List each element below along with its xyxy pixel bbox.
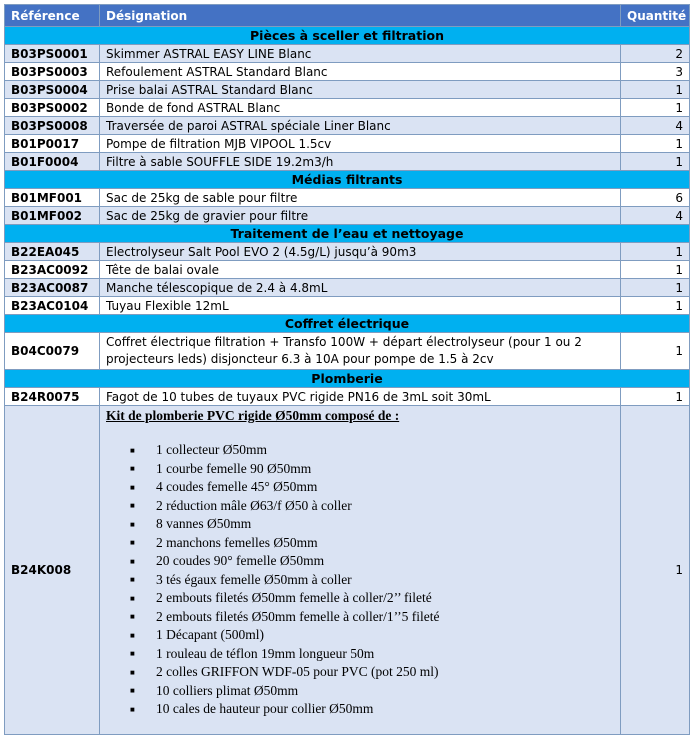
- bullet-icon: ■: [130, 464, 135, 474]
- row-designation: Sac de 25kg de sable pour filtre: [100, 189, 621, 207]
- kit-item: [130, 626, 614, 645]
- bullet-icon: ■: [130, 593, 135, 603]
- section-header: [5, 27, 690, 45]
- row-designation: Prise balai ASTRAL Standard Blanc: [100, 81, 621, 99]
- row-qty: 6: [621, 189, 690, 207]
- kit-item-text: 4 coudes femelle 45° Ø50mm: [156, 479, 318, 494]
- kit-item: [130, 497, 614, 516]
- table-row: [5, 243, 690, 261]
- table-row: [5, 207, 690, 225]
- row-qty: 1: [621, 261, 690, 279]
- bullet-icon: ■: [130, 482, 135, 492]
- kit-item: [130, 663, 614, 682]
- row-qty: 1: [621, 135, 690, 153]
- table-row: [5, 99, 690, 117]
- bullet-icon: ■: [130, 704, 135, 714]
- kit-item: [130, 515, 614, 534]
- row-designation: Pompe de filtration MJB VIPOOL 1.5cv: [100, 135, 621, 153]
- row-ref: B23AC0104: [5, 297, 100, 315]
- row-qty: 1: [621, 279, 690, 297]
- row-ref: B03PS0004: [5, 81, 100, 99]
- row-ref: B23AC0087: [5, 279, 100, 297]
- kit-item: [130, 460, 614, 479]
- row-designation: Skimmer ASTRAL EASY LINE Blanc: [100, 45, 621, 63]
- bullet-icon: ■: [130, 445, 135, 455]
- kit-item-text: 2 embouts filetés Ø50mm femelle à coller/2’’ fileté: [156, 590, 432, 605]
- row-qty: 2: [621, 45, 690, 63]
- kit-title: Kit de plomberie PVC rigide Ø50mm composé de :: [106, 408, 400, 423]
- table-row: [5, 189, 690, 207]
- kit-item-text: 1 Décapant (500ml): [156, 627, 264, 642]
- kit-item: [130, 571, 614, 590]
- kit-item: [130, 589, 614, 608]
- row-qty: 1: [621, 153, 690, 171]
- row-qty: 1: [621, 99, 690, 117]
- kit-item: [130, 645, 614, 664]
- row-designation: Tuyau Flexible 12mL: [100, 297, 621, 315]
- header-row: [5, 5, 690, 27]
- row-qty: 4: [621, 207, 690, 225]
- row-qty: 1: [621, 388, 690, 406]
- bullet-icon: ■: [130, 538, 135, 548]
- row-designation: Filtre à sable SOUFFLE SIDE 19.2m3/h: [100, 153, 621, 171]
- section-header: [5, 225, 690, 243]
- table-row: [5, 81, 690, 99]
- section-title: Médias filtrants: [5, 171, 690, 189]
- section-title: Coffret électrique: [5, 315, 690, 333]
- row-designation: Electrolyseur Salt Pool EVO 2 (4.5g/L) jusqu’à 90m3: [100, 243, 621, 261]
- row-ref: B01P0017: [5, 135, 100, 153]
- row-designation: [100, 333, 621, 370]
- kit-item-text: 10 cales de hauteur pour collier Ø50mm: [156, 701, 374, 716]
- row-ref: B23AC0092: [5, 261, 100, 279]
- kit-item: [130, 682, 614, 701]
- kit-item: [130, 552, 614, 571]
- row-ref: B01F0004: [5, 153, 100, 171]
- header-reference: Référence: [5, 5, 100, 27]
- kit-designation: [100, 406, 621, 735]
- bullet-icon: ■: [130, 519, 135, 529]
- row-qty: 3: [621, 63, 690, 81]
- row-ref: B03PS0002: [5, 99, 100, 117]
- table-row: [5, 261, 690, 279]
- row-ref: B04C0079: [5, 333, 100, 370]
- kit-item-text: 1 collecteur Ø50mm: [156, 442, 267, 457]
- table-row: [5, 117, 690, 135]
- row-ref: B03PS0008: [5, 117, 100, 135]
- row-ref: B01MF002: [5, 207, 100, 225]
- section-title: Pièces à sceller et filtration: [5, 27, 690, 45]
- bullet-icon: ■: [130, 686, 135, 696]
- section-header: [5, 171, 690, 189]
- section-header: [5, 370, 690, 388]
- row-designation: Bonde de fond ASTRAL Blanc: [100, 99, 621, 117]
- section-title: Plomberie: [5, 370, 690, 388]
- designation-line: projecteurs leds) disjoncteur 6.3 à 10A pour pompe de 1.5 à 2cv: [106, 352, 494, 366]
- row-qty: 4: [621, 117, 690, 135]
- header-designation: Désignation: [100, 5, 621, 27]
- kit-item-text: 2 réduction mâle Ø63/f Ø50 à coller: [156, 497, 352, 513]
- bullet-icon: ■: [130, 630, 135, 640]
- row-qty: 1: [621, 243, 690, 261]
- kit-item-text: 8 vannes Ø50mm: [156, 516, 252, 531]
- bullet-icon: ■: [130, 612, 135, 622]
- kit-item: [130, 441, 614, 460]
- row-qty: 1: [621, 333, 690, 370]
- row-ref: B24R0075: [5, 388, 100, 406]
- kit-item-text: 3 tés égaux femelle Ø50mm à coller: [156, 571, 352, 587]
- bullet-icon: ■: [130, 575, 135, 585]
- bullet-icon: ■: [130, 501, 135, 511]
- kit-item: [130, 478, 614, 497]
- table-row: [5, 63, 690, 81]
- row-ref: B01MF001: [5, 189, 100, 207]
- kit-item-text: 1 rouleau de téflon 19mm longueur 50m: [156, 645, 375, 661]
- kit-row: [5, 406, 690, 735]
- row-designation: Tête de balai ovale: [100, 261, 621, 279]
- table-row: [5, 135, 690, 153]
- row-designation: Refoulement ASTRAL Standard Blanc: [100, 63, 621, 81]
- table-row: [5, 45, 690, 63]
- row-ref: B03PS0001: [5, 45, 100, 63]
- section-title: Traitement de l’eau et nettoyage: [5, 225, 690, 243]
- bullet-icon: ■: [130, 649, 135, 659]
- designation-line: Coffret électrique filtration + Transfo 100W + départ électrolyseur (pour 1 ou 2: [106, 335, 582, 349]
- table-row: [5, 333, 690, 370]
- bullet-icon: ■: [130, 667, 135, 677]
- row-qty: 1: [621, 81, 690, 99]
- kit-list: [106, 441, 614, 719]
- row-ref: B03PS0003: [5, 63, 100, 81]
- row-qty: 1: [621, 406, 690, 735]
- row-designation: Manche télescopique de 2.4 à 4.8mL: [100, 279, 621, 297]
- section-header: [5, 315, 690, 333]
- table-row: [5, 297, 690, 315]
- parts-table: [4, 4, 690, 735]
- bullet-icon: ■: [130, 556, 135, 566]
- kit-item-text: 2 manchons femelles Ø50mm: [156, 534, 318, 550]
- kit-item: [130, 608, 614, 627]
- header-quantity: Quantité: [621, 5, 690, 27]
- table-row: [5, 279, 690, 297]
- table-row: [5, 388, 690, 406]
- row-ref: B24K008: [5, 406, 100, 735]
- row-qty: 1: [621, 297, 690, 315]
- row-designation: Traversée de paroi ASTRAL spéciale Liner Blanc: [100, 117, 621, 135]
- kit-item-text: 10 colliers plimat Ø50mm: [156, 682, 299, 698]
- kit-item-text: 2 colles GRIFFON WDF-05 pour PVC (pot 250 ml): [156, 664, 439, 679]
- kit-item-text: 2 embouts filetés Ø50mm femelle à coller/1’’5 fileté: [156, 608, 440, 624]
- row-ref: B22EA045: [5, 243, 100, 261]
- kit-item: [130, 700, 614, 719]
- kit-item: [130, 534, 614, 553]
- row-designation: Sac de 25kg de gravier pour filtre: [100, 207, 621, 225]
- row-designation: Fagot de 10 tubes de tuyaux PVC rigide PN16 de 3mL soit 30mL: [100, 388, 621, 406]
- table-row: [5, 153, 690, 171]
- kit-item-text: 1 courbe femelle 90 Ø50mm: [156, 460, 312, 476]
- kit-item-text: 20 coudes 90° femelle Ø50mm: [156, 553, 325, 568]
